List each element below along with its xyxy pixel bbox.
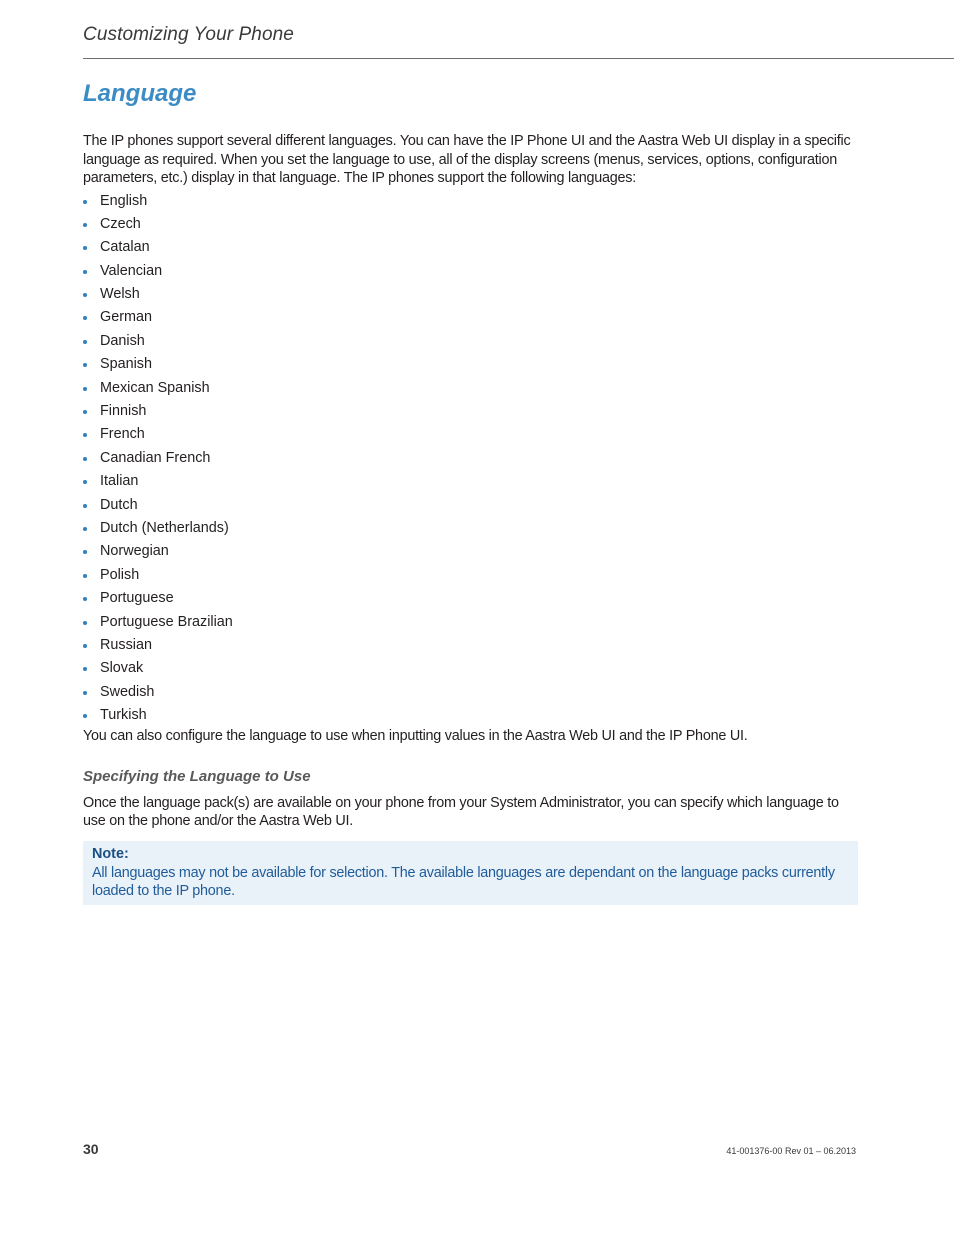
language-list-item — [83, 377, 858, 400]
language-list-item — [83, 236, 858, 259]
language-name: Dutch — [100, 496, 138, 513]
language-name: Danish — [100, 332, 145, 349]
bullet-icon — [83, 667, 87, 671]
language-list-item — [83, 587, 858, 610]
language-list-item — [83, 657, 858, 680]
language-list-item — [83, 470, 858, 493]
document-id: 41-001376-00 Rev 01 – 06.2013 — [726, 1146, 856, 1156]
section-title: Language — [83, 80, 197, 107]
note-text: All languages may not be available for selection. The available languages are dependant on the language packs currently loaded to the IP phone. — [92, 864, 835, 900]
subsection-heading: Specifying the Language to Use — [83, 767, 311, 785]
language-name: Polish — [100, 566, 140, 583]
language-list-item — [83, 353, 858, 376]
intro-paragraph: The IP phones support several different languages. You can have the IP Phone UI and the Aastra Web UI display in a specific language as required. When you set the language to use, all of the display screens (menus, services, options, configuration parameters, etc.) display in that language. The IP phones support the following languages: — [83, 133, 851, 186]
language-name: Mexican Spanish — [100, 379, 210, 396]
language-name: Welsh — [100, 286, 140, 303]
language-list-item — [83, 634, 858, 657]
bullet-icon — [83, 644, 87, 648]
language-list-item — [83, 447, 858, 470]
language-list-item — [83, 400, 858, 423]
bullet-icon — [83, 550, 87, 554]
language-list-item — [83, 517, 858, 540]
bullet-icon — [83, 340, 87, 344]
language-list-item — [83, 190, 858, 213]
language-name: Czech — [100, 215, 141, 232]
language-name: Swedish — [100, 683, 155, 700]
bullet-icon — [83, 316, 87, 320]
bullet-icon — [83, 621, 87, 625]
bullet-icon — [83, 270, 87, 274]
language-name: Spanish — [100, 356, 153, 373]
bullet-icon — [83, 363, 87, 367]
language-name: Dutch (Netherlands) — [100, 519, 229, 536]
bullet-icon — [83, 691, 87, 695]
subsection-paragraph: Once the language pack(s) are available on your phone from your System Administrator, you can specify which language to use on the phone and/or the Aastra Web UI. — [83, 794, 839, 830]
language-list-item — [83, 564, 858, 587]
language-list-item — [83, 540, 858, 563]
language-name: Catalan — [100, 239, 150, 256]
bullet-icon — [83, 387, 87, 391]
bullet-icon — [83, 457, 87, 461]
header-divider — [83, 58, 954, 59]
language-list — [83, 190, 858, 728]
language-list-item — [83, 681, 858, 704]
bullet-icon — [83, 527, 87, 531]
language-name: Norwegian — [100, 543, 169, 560]
bullet-icon — [83, 480, 87, 484]
bullet-icon — [83, 223, 87, 227]
note-label: Note: — [92, 845, 129, 862]
bullet-icon — [83, 410, 87, 414]
language-name: Portuguese Brazilian — [100, 613, 233, 630]
language-name: Portuguese — [100, 590, 174, 607]
running-header: Customizing Your Phone — [83, 24, 294, 45]
page-number: 30 — [83, 1141, 99, 1157]
bullet-icon — [83, 597, 87, 601]
bullet-icon — [83, 200, 87, 204]
language-name: Slovak — [100, 660, 144, 677]
bullet-icon — [83, 714, 87, 718]
language-name: Italian — [100, 473, 139, 490]
language-name: Russian — [100, 636, 152, 653]
language-list-item — [83, 330, 858, 353]
language-list-item — [83, 283, 858, 306]
language-list-item — [83, 213, 858, 236]
language-list-item — [83, 494, 858, 517]
bullet-icon — [83, 574, 87, 578]
bullet-icon — [83, 293, 87, 297]
language-name: English — [100, 192, 148, 209]
after-list-paragraph: You can also configure the language to use when inputting values in the Aastra Web UI and the IP Phone UI. — [83, 728, 748, 745]
language-name: Canadian French — [100, 449, 211, 466]
language-list-item — [83, 704, 858, 727]
bullet-icon — [83, 246, 87, 250]
language-name: Finnish — [100, 403, 147, 420]
page-content — [83, 132, 858, 905]
language-list-item — [83, 611, 858, 634]
language-list-item — [83, 423, 858, 446]
language-name: German — [100, 309, 152, 326]
note-box — [83, 841, 858, 905]
bullet-icon — [83, 433, 87, 437]
language-list-item — [83, 260, 858, 283]
bullet-icon — [83, 504, 87, 508]
language-name: French — [100, 426, 145, 443]
language-name: Valencian — [100, 262, 163, 279]
language-name: Turkish — [100, 707, 147, 724]
language-list-item — [83, 306, 858, 329]
